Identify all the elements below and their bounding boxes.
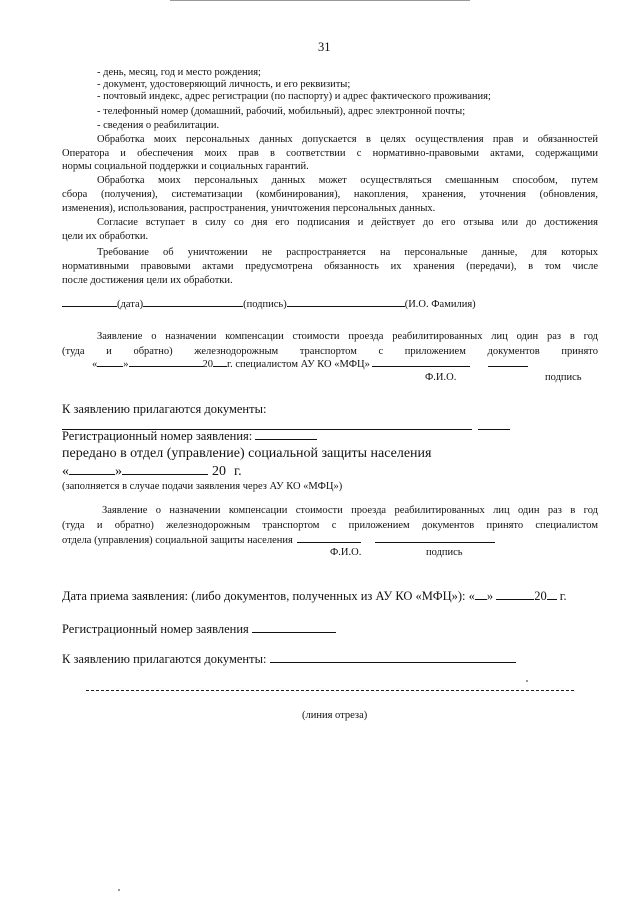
- documents-attached-label-2: К заявлению прилагаются документы:: [62, 652, 267, 666]
- paragraph-destruction-line: нормативными правовыми актами предусмотрена обязанность их хранения (передачи), в том числе: [62, 261, 598, 272]
- registration-number-blank[interactable]: [255, 438, 317, 440]
- paragraph-method-line: изменения), использования, распространения, уничтожения персональных данных.: [62, 203, 436, 214]
- social-acceptance-line: отдела (управления) социальной защиты населения: [62, 535, 495, 547]
- mfc-statement-line: (туда и обратно) железнодорожным транспортом с приложением документов принято: [62, 346, 598, 357]
- transferred-note: (заполняется в случае подачи заявления через АУ КО «МФЦ»): [62, 481, 343, 492]
- scan-speck: [118, 889, 120, 891]
- mfc-signature-blank[interactable]: [488, 365, 528, 367]
- top-scan-rule: [170, 0, 470, 1]
- registration-number-row-2: [62, 622, 336, 637]
- paragraph-method-line: сбора (получения), систематизации (комбинирования), накопления, хранения, уточнения (обновления,: [62, 189, 598, 200]
- social-signature-label: подпись: [426, 547, 463, 558]
- social-fio-blank[interactable]: [297, 541, 361, 543]
- registration-number-label-2: Регистрационный номер заявления: [62, 622, 249, 636]
- receipt-date-row: Дата приема заявления: (либо документов, полученных из АУ КО «МФЦ»): « » 20 г.: [62, 589, 567, 603]
- name-caption: (И.О. Фамилия): [404, 299, 476, 310]
- scan-speck: [526, 680, 528, 682]
- paragraph-purpose-line: Оператора и обеспечения моих прав в соответствии с нормативно-правовыми актами, содержащими: [62, 148, 598, 159]
- social-statement-line: Заявление о назначении компенсации стоимости проезда реабилитированных лиц один раз в год: [102, 505, 598, 516]
- paragraph-method-line: Обработка моих персональных данных может осуществляться смешанным способом, путем: [97, 175, 598, 186]
- receipt-month-blank[interactable]: [496, 598, 534, 600]
- page-number: 31: [318, 40, 331, 54]
- registration-number-label: Регистрационный номер заявления:: [62, 429, 253, 443]
- mfc-day-blank[interactable]: [97, 365, 123, 367]
- signature-blank[interactable]: [143, 305, 243, 307]
- documents-attached-label: К заявлению прилагаются документы:: [62, 402, 267, 416]
- paragraph-destruction-line: Требование об уничтожении не распространяется на персональные данные, для которых: [97, 247, 598, 258]
- social-signature-blank[interactable]: [375, 541, 495, 543]
- paragraph-destruction-line: после достижения цели их обработки.: [62, 275, 233, 286]
- list-item: - сведения о реабилитации.: [97, 120, 220, 131]
- transferred-date-row: « » 20 г.: [62, 464, 242, 479]
- name-blank[interactable]: [287, 305, 405, 307]
- paragraph-purpose-line: нормы социальной поддержки и социальных гарантий.: [62, 161, 309, 172]
- mfc-year-blank[interactable]: [213, 365, 227, 367]
- receipt-day-blank[interactable]: [475, 598, 487, 600]
- mfc-month-blank[interactable]: [129, 365, 203, 367]
- transferred-day-blank[interactable]: [69, 473, 115, 475]
- mfc-fio-label: Ф.И.О.: [425, 372, 457, 383]
- transferred-month-blank[interactable]: [122, 473, 208, 475]
- list-item: - почтовый индекс, адрес регистрации (по паспорту) и адрес фактического проживания;: [97, 91, 491, 102]
- registration-number-row: [62, 429, 317, 444]
- date-caption: (дата): [117, 299, 144, 310]
- list-item: - телефонный номер (домашний, рабочий, мобильный), адрес электронной почты;: [97, 106, 466, 117]
- paragraph-validity-line: цели их обработки.: [62, 231, 149, 242]
- registration-number-blank-2[interactable]: [252, 631, 336, 633]
- transferred-to-department: передано в отдел (управление) социальной защиты населения: [62, 446, 432, 461]
- cut-line: [86, 690, 574, 691]
- paragraph-purpose-line: Обработка моих персональных данных допускается в целях осуществления прав и обязанностей: [97, 134, 598, 145]
- date-blank[interactable]: [62, 305, 117, 307]
- social-statement-line: (туда и обратно) железнодорожным транспортом с приложением документов принято специалистом: [62, 520, 598, 531]
- social-fio-label: Ф.И.О.: [330, 547, 362, 558]
- documents-attached-row-2: [62, 652, 516, 667]
- documents-attached-blank-end[interactable]: [478, 428, 510, 430]
- mfc-statement-line: Заявление о назначении компенсации стоимости проезда реабилитированных лиц один раз в год: [97, 331, 598, 342]
- list-item: - документ, удостоверяющий личность, и его реквизиты;: [97, 79, 351, 90]
- mfc-signature-label: подпись: [545, 372, 582, 383]
- receipt-year-blank[interactable]: [547, 598, 557, 600]
- signature-line: [62, 299, 476, 311]
- receipt-date-label: Дата приема заявления: (либо документов, полученных из АУ КО «МФЦ»):: [62, 589, 466, 603]
- signature-caption: (подпись): [243, 299, 287, 310]
- paragraph-validity-line: Согласие вступает в силу со дня его подписания и действует до его отзыва или до достижения: [97, 217, 598, 228]
- mfc-fio-blank[interactable]: [372, 365, 470, 367]
- mfc-acceptance-line: « » 20 г. специалистом АУ КО «МФЦ»: [92, 359, 528, 371]
- list-item: - день, месяц, год и место рождения;: [97, 67, 261, 78]
- cut-line-caption: (линия отреза): [302, 710, 368, 721]
- documents-attached-blank-2[interactable]: [270, 661, 516, 663]
